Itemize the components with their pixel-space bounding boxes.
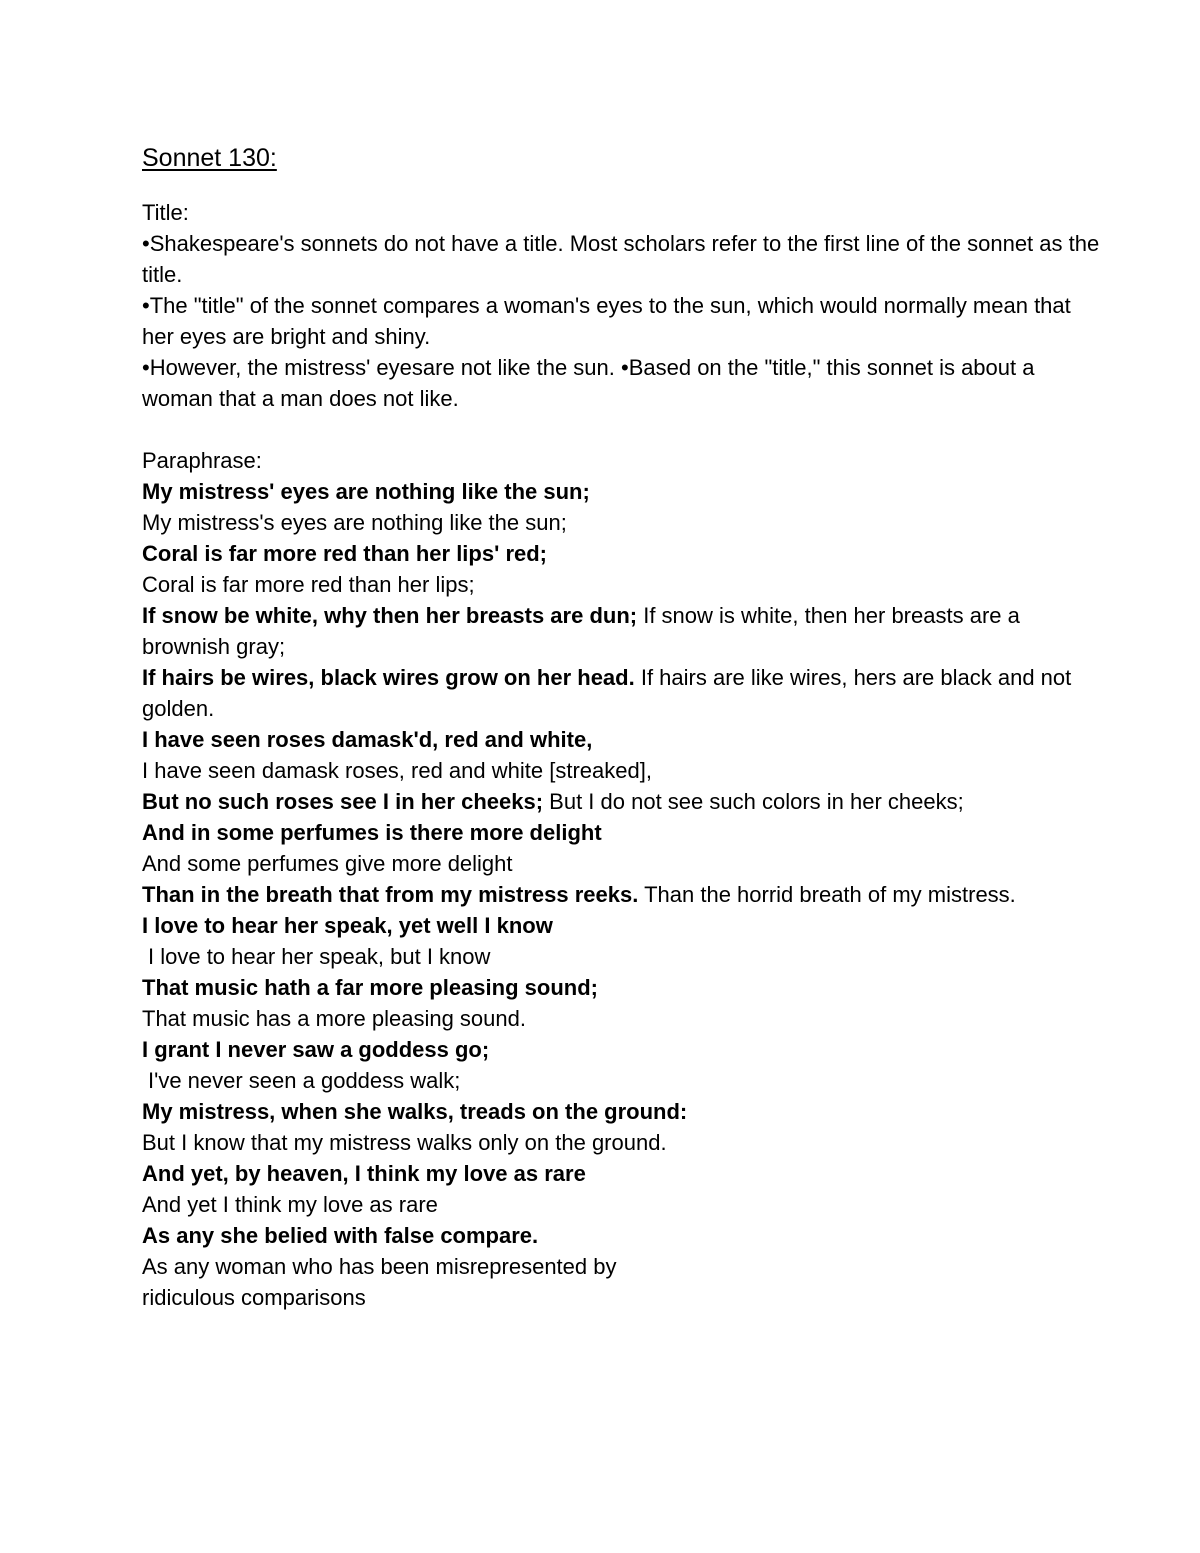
- sonnet-line-7: And in some perfumes is there more delight: [142, 820, 602, 845]
- paraphrase-line-8: Than the horrid breath of my mistress.: [644, 882, 1016, 907]
- title-bullet-1: •Shakespeare's sonnets do not have a title. Most scholars refer to the first line of the sonnet as the title.: [142, 231, 1100, 287]
- paragraph-4: [142, 662, 1102, 724]
- paraphrase-line-13: And yet I think my love as rare: [142, 1192, 438, 1217]
- sonnet-line-5: I have seen roses damask'd, red and white,: [142, 727, 593, 752]
- sonnet-line-14: As any she belied with false compare.: [142, 1223, 539, 1248]
- paraphrase-line-6: But I do not see such colors in her cheeks;: [549, 789, 964, 814]
- sonnet-line-3: If snow be white, why then her breasts are dun;: [142, 603, 638, 628]
- title-section-label: Title:: [142, 200, 189, 225]
- paragraph-6: [142, 786, 1102, 817]
- paraphrase-line-10: That music has a more pleasing sound.: [142, 1006, 526, 1031]
- paraphrase-line-14b: ridiculous comparisons: [142, 1285, 366, 1310]
- paraphrase-line-7: And some perfumes give more delight: [142, 851, 513, 876]
- paraphrase-section-label: Paraphrase:: [142, 448, 262, 473]
- sonnet-line-8: Than in the breath that from my mistress reeks.: [142, 882, 639, 907]
- sonnet-line-9: I love to hear her speak, yet well I know: [142, 913, 553, 938]
- document-title: Sonnet 130:: [142, 144, 277, 172]
- sonnet-line-12: My mistress, when she walks, treads on the ground:: [142, 1099, 688, 1124]
- paraphrase-line-9: I love to hear her speak, but I know: [148, 944, 491, 969]
- paragraph-8: [142, 879, 1102, 910]
- sonnet-line-1: My mistress' eyes are nothing like the sun;: [142, 479, 590, 504]
- sonnet-line-6: But no such roses see I in her cheeks;: [142, 789, 544, 814]
- section-spacer: [142, 414, 1102, 445]
- paraphrase-line-12: But I know that my mistress walks only on the ground.: [142, 1130, 667, 1155]
- sonnet-line-13: And yet, by heaven, I think my love as rare: [142, 1161, 586, 1186]
- sonnet-line-11: I grant I never saw a goddess go;: [142, 1037, 490, 1062]
- paraphrase-line-14a: As any woman who has been misrepresented by: [142, 1254, 617, 1279]
- sonnet-line-4: If hairs be wires, black wires grow on her head.: [142, 665, 635, 690]
- document-content: [142, 141, 1102, 1313]
- paraphrase-line-3: If snow is white, then her breasts are a brownish gray;: [142, 603, 1020, 659]
- paraphrase-line-5: I have seen damask roses, red and white [streaked],: [142, 758, 652, 783]
- sonnet-line-10: That music hath a far more pleasing sound;: [142, 975, 598, 1000]
- title-bullet-3: •However, the mistress' eyesare not like the sun. •Based on the "title," this sonnet is about a woman that a man does not like.: [142, 355, 1035, 411]
- paraphrase-line-1: My mistress's eyes are nothing like the sun;: [142, 510, 567, 535]
- paraphrase-line-4: If hairs are like wires, hers are black and not golden.: [142, 665, 1072, 721]
- paraphrase-line-2: Coral is far more red than her lips;: [142, 572, 475, 597]
- title-bullet-2: •The "title" of the sonnet compares a woman's eyes to the sun, which would normally mean that her eyes are bright and shiny.: [142, 293, 1071, 349]
- sonnet-line-2: Coral is far more red than her lips' red;: [142, 541, 548, 566]
- paragraph-3: [142, 600, 1102, 662]
- paraphrase-line-11: I've never seen a goddess walk;: [148, 1068, 461, 1093]
